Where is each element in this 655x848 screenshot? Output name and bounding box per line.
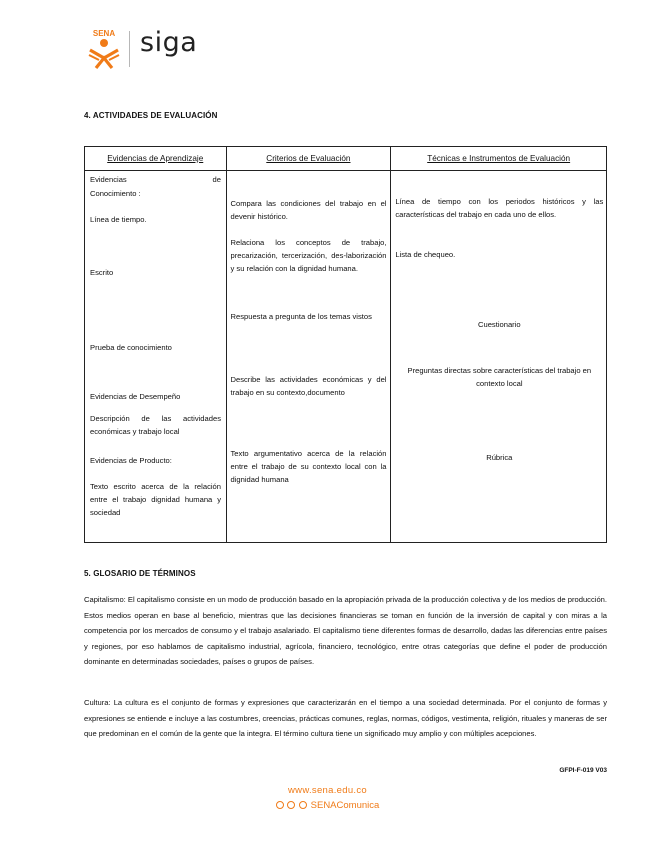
- evidencia-linea-tiempo: Línea de tiempo.: [90, 215, 147, 224]
- glossary-cultura: Cultura: La cultura es el conjunto de formas y expresiones que caracterizarán en el tiempo a una sociedad determinada. Por el conjunto de formas y expresiones se entiende e incluye a las costumbres, creencias, prácticas comunes, reglas, normas, códigos, vestimenta, religión, rituales y maneras de ser que predominan en el común de la gente que la integra. El término cultura tiene un significado muy amplio y con múltiples acepciones.: [84, 698, 607, 738]
- siga-logo: siga: [140, 27, 198, 58]
- tecnica-4: Preguntas directas sobre características del trabajo en contexto local: [407, 366, 592, 388]
- tecnica-3: Cuestionario: [477, 320, 521, 329]
- instagram-icon: [299, 801, 307, 809]
- column-header-criterios: Criterios de Evaluación: [226, 147, 391, 171]
- document-code: GFPI-F-019 V03: [559, 767, 607, 774]
- column-header-evidencias: Evidencias de Aprendizaje: [85, 147, 227, 171]
- evidencia-prueba: Prueba de conocimiento: [90, 343, 172, 352]
- column-header-tecnicas: Técnicas e Instrumentos de Evaluación: [391, 147, 607, 171]
- logo-divider: [129, 31, 130, 67]
- tecnica-5: Rúbrica: [486, 453, 513, 462]
- section-4-title: 4. ACTIVIDADES DE EVALUACIÓN: [84, 111, 218, 120]
- twitter-icon: [287, 801, 295, 809]
- tecnica-1: Línea de tiempo con los periodos históricos y las características del trabajo en cada uno de ellos.: [395, 197, 604, 219]
- evidencias-cell: [85, 171, 227, 543]
- sena-logo-icon: [84, 28, 124, 70]
- criterios-cell: [226, 171, 391, 543]
- evidencias-conocimiento-b: Conocimiento :: [90, 189, 141, 198]
- footer-social: [0, 800, 655, 811]
- evaluation-table: [84, 146, 607, 543]
- criterio-4: Describe las actividades económicas y del trabajo en su contexto,documento: [230, 375, 387, 397]
- section-5-title: 5. GLOSARIO DE TÉRMINOS: [84, 569, 196, 578]
- criterio-2: Relaciona los conceptos de trabajo, precarización, tercerización, des-laborización y su relación con la dignidad humana.: [230, 238, 387, 273]
- evidencia-descripcion: Descripción de las actividades económicas y trabajo local: [90, 414, 221, 436]
- criterio-3: Respuesta a pregunta de los temas vistos: [230, 312, 372, 321]
- evidencias-producto: Evidencias de Producto:: [90, 456, 172, 465]
- criterio-1: Compara las condiciones del trabajo en el devenir histórico.: [230, 199, 387, 221]
- facebook-icon: [276, 801, 284, 809]
- tecnica-2: Lista de chequeo.: [395, 250, 456, 259]
- footer-social-handle[interactable]: SENAComunica: [310, 800, 380, 811]
- glossary-capitalismo: Capitalismo: El capitalismo consiste en un modo de producción basado en la apropiación privada de la producción colectiva y de los medios de producción. Estos medios operan en base al beneficio, mientras que las decisiones financieras se toman en función de la inversión de capital y con miras a la competencia por los mercados de consumo y el trabajo asalariado. El capitalismo tiene diferentes formas de desarrollo, dadas las diferencias entre países y regiones, por eso hablamos de capitalismo industrial, agrícola, financiero, tecnológico, entre otras categorías que define el poder de producción dominante en determinadas sociedades, países o grupos de países.: [84, 595, 608, 666]
- criterio-5: Texto argumentativo acerca de la relación entre el trabajo de su contexto local con la dignidad humana: [230, 449, 387, 484]
- evidencia-texto-escrito: Texto escrito acerca de la relación entre el trabajo dignidad humana y sociedad: [90, 482, 221, 517]
- footer-url[interactable]: www.sena.edu.co: [288, 785, 367, 796]
- svg-text:SENA: SENA: [92, 29, 116, 38]
- tecnicas-cell: [391, 171, 607, 543]
- evidencias-desempeno: Evidencias de Desempeño: [90, 392, 181, 401]
- evidencia-escrito: Escrito: [90, 268, 114, 277]
- evidencias-conocimiento-a: Evidencias de: [90, 175, 221, 184]
